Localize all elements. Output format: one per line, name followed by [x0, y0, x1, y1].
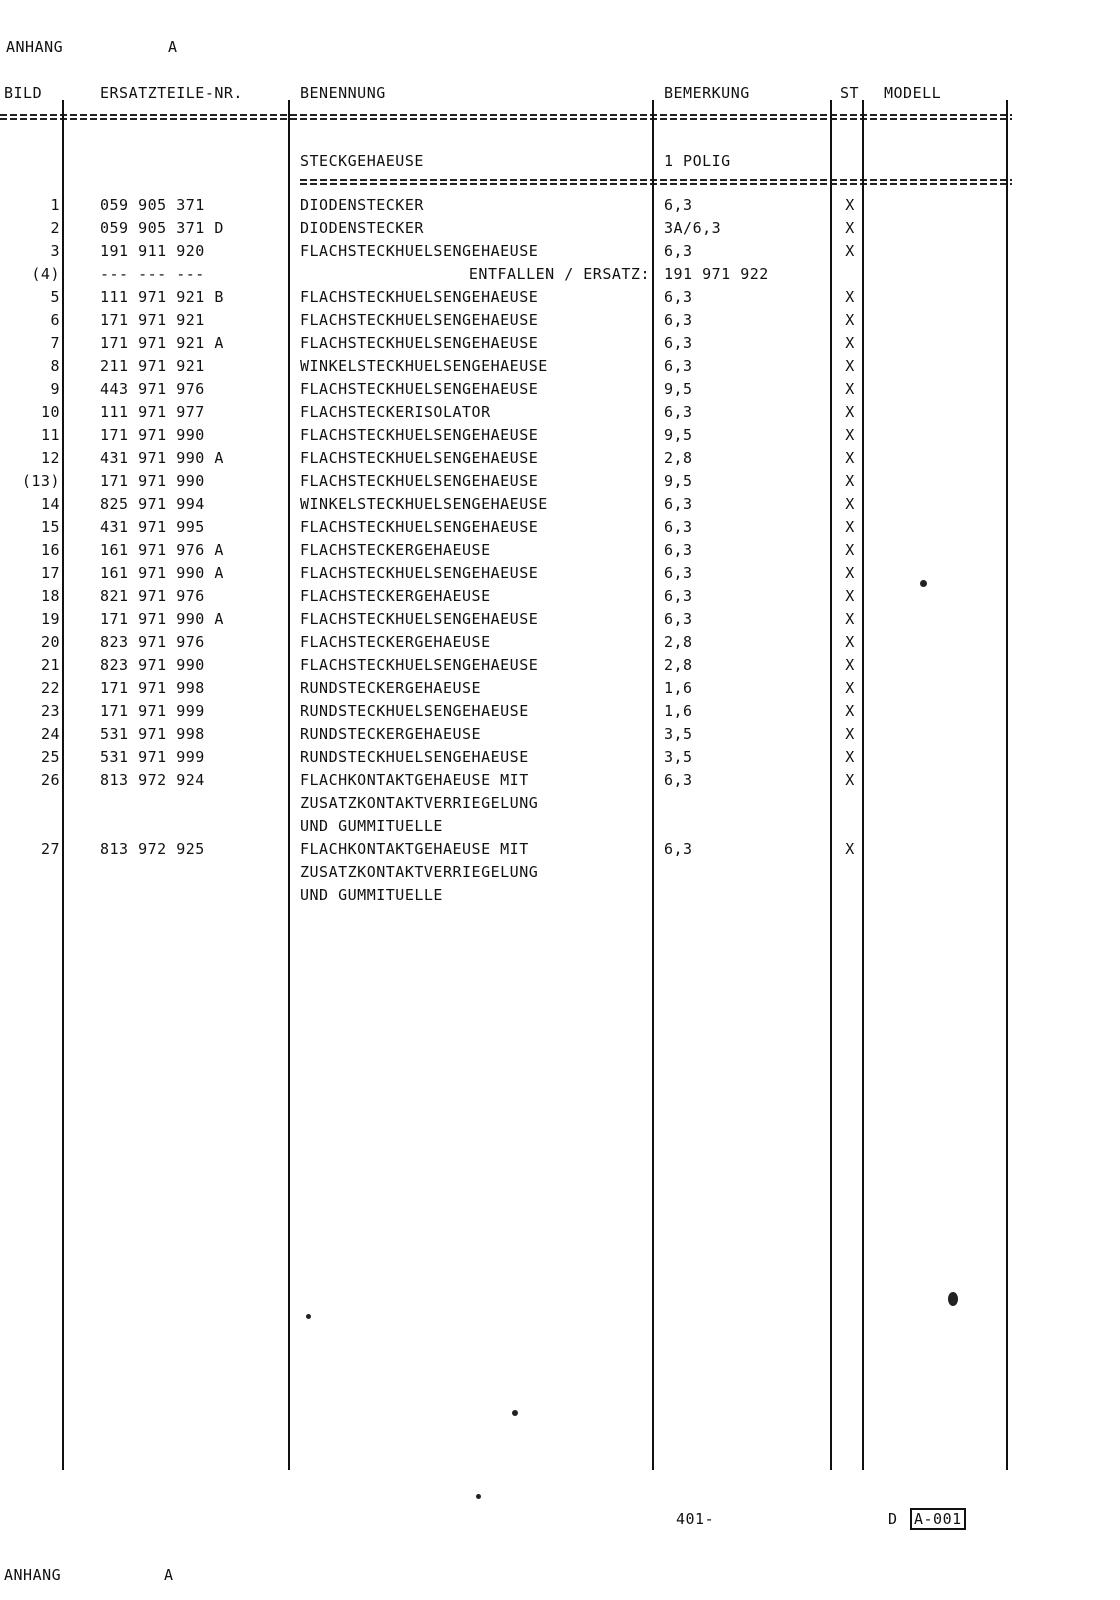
table-row [0, 288, 1120, 310]
row-part-number: 813 972 925 [100, 840, 205, 858]
table-row [0, 219, 1120, 241]
header-anhang: ANHANG [6, 38, 64, 56]
row-st: X [845, 840, 855, 858]
col-benennung: BENENNUNG [300, 84, 386, 102]
footer-page: 401- [676, 1510, 715, 1528]
row-benennung: FLACHKONTAKTGEHAEUSE MIT [300, 771, 529, 789]
table-row [0, 541, 1120, 563]
row-benennung: FLACHSTECKERGEHAEUSE [300, 541, 491, 559]
row-benennung: FLACHSTECKHUELSENGEHAEUSE [300, 426, 539, 444]
row-bemerkung: 6,3 [664, 357, 693, 375]
row-bemerkung: 2,8 [664, 656, 693, 674]
row-bild: 9 [50, 380, 60, 398]
row-bild: 1 [50, 196, 60, 214]
row-bild: 6 [50, 311, 60, 329]
footer-code-badge: A-001 [910, 1508, 966, 1530]
scan-speck [948, 1292, 958, 1306]
table-row [0, 196, 1120, 218]
row-bild: 12 [40, 449, 60, 467]
table-row [0, 679, 1120, 701]
row-bemerkung: 6,3 [664, 196, 693, 214]
table-row [0, 610, 1120, 632]
row-bild: 21 [40, 656, 60, 674]
table-row [0, 886, 1120, 908]
row-st: X [845, 311, 855, 329]
col-bild: BILD [4, 84, 43, 102]
row-bild: 20 [40, 633, 60, 651]
col-modell: MODELL [884, 84, 942, 102]
row-st: X [845, 541, 855, 559]
row-part-number: 823 971 976 [100, 633, 205, 651]
row-st: X [845, 564, 855, 582]
row-bemerkung: 3A/6,3 [664, 219, 722, 237]
row-st: X [845, 633, 855, 651]
row-bemerkung: 3,5 [664, 748, 693, 766]
row-st: X [845, 679, 855, 697]
row-benennung: FLACHSTECKERISOLATOR [300, 403, 491, 421]
row-bemerkung: 9,5 [664, 472, 693, 490]
bottom-anhang: ANHANG [4, 1566, 62, 1584]
row-benennung: UND GUMMITUELLE [300, 817, 443, 835]
row-st: X [845, 219, 855, 237]
row-st: X [845, 426, 855, 444]
row-bild: 24 [40, 725, 60, 743]
row-st: X [845, 495, 855, 513]
row-st: X [845, 610, 855, 628]
row-bild: 17 [40, 564, 60, 582]
row-bemerkung: 191 971 922 [664, 265, 769, 283]
row-part-number: 431 971 995 [100, 518, 205, 536]
row-part-number: 171 971 921 [100, 311, 205, 329]
table-row [0, 403, 1120, 425]
row-st: X [845, 357, 855, 375]
row-bild: 19 [40, 610, 60, 628]
row-part-number: 531 971 998 [100, 725, 205, 743]
row-st: X [845, 656, 855, 674]
table-row [0, 863, 1120, 885]
row-bemerkung: 6,3 [664, 840, 693, 858]
row-bild: 27 [40, 840, 60, 858]
row-bemerkung: 6,3 [664, 495, 693, 513]
row-part-number: 171 971 990 A [100, 610, 224, 628]
table-row [0, 633, 1120, 655]
row-bemerkung: 2,8 [664, 633, 693, 651]
row-benennung: FLACHSTECKHUELSENGEHAEUSE [300, 564, 539, 582]
col-bemerkung: BEMERKUNG [664, 84, 750, 102]
row-part-number: 171 971 990 [100, 426, 205, 444]
table-row [0, 702, 1120, 724]
row-bemerkung: 6,3 [664, 610, 693, 628]
row-benennung: FLACHSTECKHUELSENGEHAEUSE [300, 449, 539, 467]
row-st: X [845, 725, 855, 743]
row-benennung: RUNDSTECKERGEHAEUSE [300, 725, 482, 743]
row-part-number: 191 911 920 [100, 242, 205, 260]
row-st: X [845, 587, 855, 605]
row-part-number: 443 971 976 [100, 380, 205, 398]
row-ersatz-label: ENTFALLEN / ERSATZ: [468, 265, 650, 283]
table-row [0, 357, 1120, 379]
section-title: STECKGEHAEUSE [300, 152, 424, 170]
row-benennung: RUNDSTECKHUELSENGEHAEUSE [300, 748, 529, 766]
row-bemerkung: 6,3 [664, 242, 693, 260]
table-row [0, 817, 1120, 839]
table-row [0, 748, 1120, 770]
row-bemerkung: 6,3 [664, 564, 693, 582]
row-part-number: 059 905 371 [100, 196, 205, 214]
row-bild: 26 [40, 771, 60, 789]
row-benennung: FLACHSTECKHUELSENGEHAEUSE [300, 311, 539, 329]
row-bild: 3 [50, 242, 60, 260]
row-bild: 25 [40, 748, 60, 766]
row-bemerkung: 2,8 [664, 449, 693, 467]
row-bild: (13) [21, 472, 60, 490]
row-bild: (4) [31, 265, 60, 283]
row-bemerkung: 6,3 [664, 518, 693, 536]
row-part-number: 171 971 999 [100, 702, 205, 720]
row-part-number: 111 971 977 [100, 403, 205, 421]
scan-speck [306, 1314, 311, 1319]
row-bemerkung: 6,3 [664, 311, 693, 329]
table-row [0, 794, 1120, 816]
row-bild: 22 [40, 679, 60, 697]
row-bemerkung: 6,3 [664, 771, 693, 789]
section-remark: 1 POLIG [664, 152, 731, 170]
row-benennung: UND GUMMITUELLE [300, 886, 443, 904]
row-part-number: 161 971 976 A [100, 541, 224, 559]
footer-lang: D [888, 1510, 898, 1528]
row-bild: 14 [40, 495, 60, 513]
section-separator [300, 178, 1012, 186]
row-benennung: FLACHSTECKHUELSENGEHAEUSE [300, 242, 539, 260]
row-bild: 7 [50, 334, 60, 352]
row-bild: 18 [40, 587, 60, 605]
scan-speck [476, 1494, 481, 1499]
table-row [0, 725, 1120, 747]
table-row [0, 265, 1120, 287]
row-bemerkung: 6,3 [664, 403, 693, 421]
row-part-number: 211 971 921 [100, 357, 205, 375]
row-part-number: --- --- --- [100, 265, 205, 283]
row-bild: 2 [50, 219, 60, 237]
row-bild: 5 [50, 288, 60, 306]
row-st: X [845, 196, 855, 214]
row-part-number: 813 972 924 [100, 771, 205, 789]
row-part-number: 825 971 994 [100, 495, 205, 513]
table-row [0, 449, 1120, 471]
row-part-number: 171 971 998 [100, 679, 205, 697]
table-row [0, 334, 1120, 356]
row-part-number: 171 971 990 [100, 472, 205, 490]
row-bild: 23 [40, 702, 60, 720]
row-st: X [845, 748, 855, 766]
row-st: X [845, 518, 855, 536]
header-separator [0, 113, 1012, 121]
table-row [0, 518, 1120, 540]
row-st: X [845, 288, 855, 306]
row-bemerkung: 3,5 [664, 725, 693, 743]
row-benennung: FLACHSTECKHUELSENGEHAEUSE [300, 518, 539, 536]
row-benennung: FLACHSTECKHUELSENGEHAEUSE [300, 610, 539, 628]
row-st: X [845, 242, 855, 260]
row-benennung: FLACHSTECKHUELSENGEHAEUSE [300, 380, 539, 398]
row-part-number: 823 971 990 [100, 656, 205, 674]
row-benennung: WINKELSTECKHUELSENGEHAEUSE [300, 357, 548, 375]
row-part-number: 161 971 990 A [100, 564, 224, 582]
table-row [0, 426, 1120, 448]
row-benennung: RUNDSTECKHUELSENGEHAEUSE [300, 702, 529, 720]
scan-speck [920, 580, 927, 587]
row-st: X [845, 334, 855, 352]
row-bemerkung: 9,5 [664, 380, 693, 398]
table-row [0, 495, 1120, 517]
row-benennung: DIODENSTECKER [300, 196, 424, 214]
row-bild: 8 [50, 357, 60, 375]
row-bild: 15 [40, 518, 60, 536]
row-benennung: FLACHSTECKHUELSENGEHAEUSE [300, 656, 539, 674]
col-st: ST [840, 84, 860, 102]
row-benennung: DIODENSTECKER [300, 219, 424, 237]
row-benennung: FLACHSTECKHUELSENGEHAEUSE [300, 472, 539, 490]
row-benennung: FLACHSTECKHUELSENGEHAEUSE [300, 288, 539, 306]
row-st: X [845, 449, 855, 467]
row-bild: 10 [40, 403, 60, 421]
row-part-number: 821 971 976 [100, 587, 205, 605]
row-bild: 16 [40, 541, 60, 559]
table-row [0, 656, 1120, 678]
row-part-number: 111 971 921 B [100, 288, 224, 306]
row-benennung: ZUSATZKONTAKTVERRIEGELUNG [300, 794, 539, 812]
row-benennung: ZUSATZKONTAKTVERRIEGELUNG [300, 863, 539, 881]
row-bild: 11 [40, 426, 60, 444]
row-part-number: 531 971 999 [100, 748, 205, 766]
row-benennung: FLACHSTECKHUELSENGEHAEUSE [300, 334, 539, 352]
row-benennung: RUNDSTECKERGEHAEUSE [300, 679, 482, 697]
row-bemerkung: 9,5 [664, 426, 693, 444]
table-row [0, 564, 1120, 586]
row-part-number: 171 971 921 A [100, 334, 224, 352]
table-row [0, 472, 1120, 494]
header-letter: A [168, 38, 178, 56]
row-bemerkung: 6,3 [664, 334, 693, 352]
table-row [0, 771, 1120, 793]
row-benennung: FLACHSTECKERGEHAEUSE [300, 633, 491, 651]
row-benennung: WINKELSTECKHUELSENGEHAEUSE [300, 495, 548, 513]
row-part-number: 431 971 990 A [100, 449, 224, 467]
row-st: X [845, 380, 855, 398]
row-bemerkung: 1,6 [664, 679, 693, 697]
row-st: X [845, 702, 855, 720]
row-part-number: 059 905 371 D [100, 219, 224, 237]
row-bemerkung: 1,6 [664, 702, 693, 720]
table-row [0, 380, 1120, 402]
row-bemerkung: 6,3 [664, 541, 693, 559]
table-row [0, 587, 1120, 609]
row-st: X [845, 771, 855, 789]
table-row [0, 311, 1120, 333]
row-bemerkung: 6,3 [664, 288, 693, 306]
row-bemerkung: 6,3 [664, 587, 693, 605]
row-benennung: FLACHSTECKERGEHAEUSE [300, 587, 491, 605]
table-row [0, 242, 1120, 264]
bottom-letter: A [164, 1566, 174, 1584]
scan-speck [512, 1410, 518, 1416]
row-benennung: FLACHKONTAKTGEHAEUSE MIT [300, 840, 529, 858]
row-st: X [845, 472, 855, 490]
col-ersatzteile-nr: ERSATZTEILE-NR. [100, 84, 243, 102]
row-st: X [845, 403, 855, 421]
table-row [0, 840, 1120, 862]
